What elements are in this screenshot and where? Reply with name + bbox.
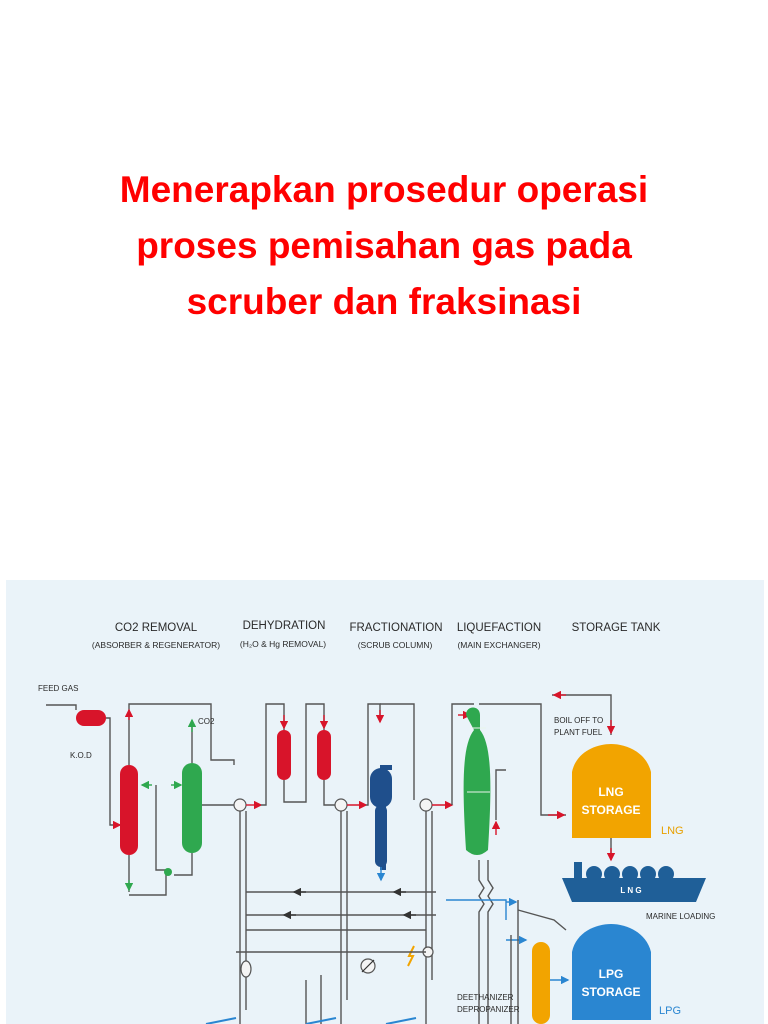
dehydrator-2-hg bbox=[317, 730, 331, 780]
regenerator-bottom-pipe bbox=[174, 853, 192, 875]
lng-carrier-ship bbox=[562, 862, 706, 902]
section-title: FRACTIONATION bbox=[349, 622, 443, 634]
dehydrator-1 bbox=[277, 730, 291, 780]
section-storage-tank bbox=[572, 622, 661, 634]
scrub-column-bottom bbox=[375, 805, 387, 867]
heater-icon bbox=[408, 946, 414, 966]
section-title: STORAGE TANK bbox=[571, 622, 661, 634]
exchanger-3 bbox=[420, 799, 432, 811]
recycle-pump bbox=[241, 961, 251, 977]
section-dehydration bbox=[240, 620, 326, 649]
title-line-3: scruber dan fraksinasi bbox=[186, 281, 582, 322]
lpg-tank-label-2: STORAGE bbox=[581, 985, 641, 999]
lng-tank-label-2: STORAGE bbox=[581, 803, 641, 817]
kod-to-absorber-pipe bbox=[106, 718, 120, 825]
exchanger-2 bbox=[335, 799, 347, 811]
depropanizer-label: DEPROPANIZER bbox=[457, 1005, 520, 1014]
section-title: LIQUEFACTION bbox=[456, 622, 542, 634]
section-subtitle: (SCRUB COLUMN) bbox=[357, 640, 433, 650]
marine-loading-label: MARINE LOADING bbox=[646, 912, 716, 921]
title-line-2: proses pemisahan gas pada bbox=[136, 225, 632, 266]
section-title: CO2 REMOVAL bbox=[114, 622, 198, 634]
co2-absorber bbox=[120, 765, 138, 855]
mche-side-pipe bbox=[496, 770, 506, 820]
scrub-column bbox=[370, 768, 392, 808]
title-line-1: Menerapkan prosedur operasi bbox=[119, 169, 649, 210]
section-title: DEHYDRATION bbox=[242, 620, 326, 632]
exchanger-1-risers bbox=[240, 811, 246, 1024]
slide-title bbox=[40, 162, 728, 330]
section-liquefaction bbox=[457, 622, 541, 650]
lng-rundown-pipe bbox=[479, 704, 566, 815]
dryer-outlet-pipe bbox=[324, 780, 335, 805]
feed-gas-pipe bbox=[46, 705, 76, 710]
lean-amine-pipe bbox=[156, 785, 168, 870]
lpg-tank-label-1: LPG bbox=[598, 967, 624, 981]
co2-label: CO2 bbox=[198, 717, 215, 726]
ship-label: L N G bbox=[620, 886, 642, 895]
absorber-to-dehydration-pipe bbox=[129, 704, 234, 765]
lng-product-label: LNG bbox=[661, 825, 684, 837]
exchanger-2-risers bbox=[341, 811, 347, 1024]
deethanizer-label: DEETHANIZER bbox=[457, 993, 514, 1002]
exchanger-1 bbox=[234, 799, 246, 811]
amine-pump bbox=[164, 868, 172, 876]
ngl-line-1 bbox=[446, 900, 506, 920]
lpg-product-label: LPG bbox=[659, 1005, 682, 1017]
feed-gas-label: FEED GAS bbox=[38, 684, 79, 693]
bottom-equipment bbox=[206, 1018, 416, 1024]
boil-off-label-1: BOIL OFF TO bbox=[554, 716, 604, 725]
exchanger-3-risers bbox=[426, 811, 432, 1024]
section-subtitle: (MAIN EXCHANGER) bbox=[457, 640, 541, 650]
section-subtitle: (ABSORBER & REGENERATOR) bbox=[91, 640, 221, 650]
lng-process-diagram bbox=[6, 580, 764, 1024]
boil-off-label-2: PLANT FUEL bbox=[554, 728, 603, 737]
amine-loop-pipe bbox=[129, 872, 166, 895]
lng-tank-label-1: LNG bbox=[598, 785, 624, 799]
section-fractionation bbox=[349, 622, 442, 650]
deethanizer-column bbox=[532, 942, 550, 1024]
section-co2-removal bbox=[92, 622, 220, 650]
kod-vessel bbox=[76, 710, 106, 726]
kod-label: K.O.D bbox=[70, 751, 92, 760]
section-subtitle: (H₂O & Hg REMOVAL) bbox=[239, 639, 327, 649]
lower-pipes bbox=[306, 975, 321, 1024]
co2-regenerator bbox=[182, 763, 202, 853]
